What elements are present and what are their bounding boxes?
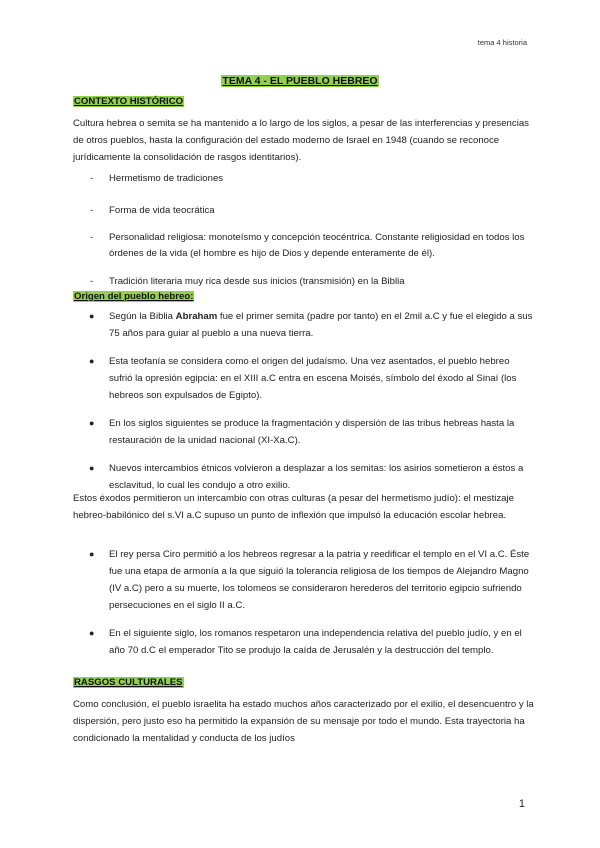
dash-icon: -	[90, 205, 94, 216]
dash-item-text: Personalidad religiosa: monoteísmo y concepción teocéntrica. Constante religiosidad en todos los órdenes de la vida (el hombre es hijo de Dios y depende enteramente de él).	[109, 232, 525, 259]
bullet-text-after: fue el primer semita (padre por tanto) en el 2mil a.C y fue el elegido a sus 75 años para guiar al pueblo a una nueva tierra.	[109, 311, 533, 339]
list-item	[73, 415, 535, 449]
bullet-icon: ●	[89, 628, 95, 638]
bullet-list-origen	[73, 308, 535, 494]
bullet-text: El rey persa Ciro permitió a los hebreos regresar a la patria y reedificar el templo en el VI a.C. Éste fue una etapa de armonía a la que siguió la tolerancia religiosa de los tiempos de Alejandro Magno (IV a.C) pero a su muerte, los tolomeos se consideraron herederos del territorio egipcio sufriendo persecuciones en el siglo II a.C.	[109, 549, 530, 611]
bullet-text-bold: Abraham	[175, 311, 218, 322]
bullet-icon: ●	[89, 549, 95, 559]
bullet-icon: ●	[89, 356, 95, 366]
list-item	[73, 460, 535, 494]
bullet-icon: ●	[89, 418, 95, 428]
intro-paragraph: Cultura hebrea o semita se ha mantenido a lo largo de los siglos, a pesar de las interferencias y presencias de otros pueblos, hasta la configuración del estado moderno de Israel en 1948 (cuando se reconoce jurídicamente la consolidación de rasgos identitarios).	[73, 118, 529, 163]
dash-icon: -	[90, 232, 94, 243]
heading-contexto-historico: CONTEXTO HISTÓRICO	[74, 96, 184, 107]
title-wrap	[0, 71, 600, 89]
list-item	[73, 308, 535, 342]
bullet-text: En los siglos siguientes se produce la fragmentación y dispersión de las tribus hebreas hasta la restauración de la unidad nacional (XI-Xa.C).	[109, 418, 515, 446]
bullet-text: Nuevos intercambios étnicos volvieron a desplazar a los semitas: los asirios sometieron a éstos a esclavitud, lo cual les condujo a otro exilio.	[109, 463, 524, 491]
bullet-icon: ●	[89, 463, 95, 473]
dash-item-text: Hermetismo de tradiciones	[109, 173, 224, 184]
bullet-text: En el siguiente siglo, los romanos respetaron una independencia relativa del pueblo judío, y en el año 70 d.C el emperador Tito se produjo la caída de Jerusalén y la destrucción del templo.	[109, 628, 522, 656]
dash-icon: -	[90, 276, 94, 287]
list-item	[73, 230, 533, 262]
bullet-icon: ●	[89, 311, 95, 321]
page-number: 1	[518, 798, 525, 810]
list-item	[73, 274, 533, 290]
dash-icon: -	[90, 173, 94, 184]
dash-list	[73, 171, 533, 290]
dash-item-text: Forma de vida teocrática	[109, 205, 215, 216]
list-item	[73, 171, 533, 187]
bullet-text: Esta teofanía se considera como el origen del judaísmo. Una vez asentados, el pueblo hebreo sufrió la opresión egipcia: en el XIII a.C entra en escena Moisés, símbolo del éxodo al Sinaí (los hebreos son expulsados de Egipto).	[109, 356, 517, 401]
list-item	[73, 625, 535, 659]
header-note: tema 4 historia	[477, 38, 527, 47]
dash-item-text: Tradición literaria muy rica desde sus inicios (transmisión) en la Biblia	[109, 276, 405, 287]
bullet-list-later	[73, 546, 535, 659]
list-item	[73, 353, 535, 404]
list-item	[73, 546, 535, 614]
middle-paragraph: Estos éxodos permitieron un intercambio con otras culturas (a pesar del hermetismo judío): el mestizaje hebreo-babilónico del s.VI a.C supuso un punto de inflexión que impulsó la educación escolar hebrea.	[73, 493, 514, 521]
bullet-text-before: Según la Biblia	[109, 311, 176, 322]
rasgos-paragraph: Como conclusión, el pueblo israelita ha estado muchos años caracterizado por el exilio, el desencuentro y la dispersión, pero justo eso ha permitido la expansión de su mensaje por todo el mundo. Esta trayectoria ha condicionado la mentalidad y conducta de los judíos	[73, 699, 534, 744]
document-title: TEMA 4 - EL PUEBLO HEBREO	[222, 75, 378, 87]
heading-rasgos-culturales: RASGOS CULTURALES	[74, 677, 183, 688]
heading-origen: Origen del pueblo hebreo:	[74, 291, 194, 302]
list-item	[73, 203, 533, 219]
